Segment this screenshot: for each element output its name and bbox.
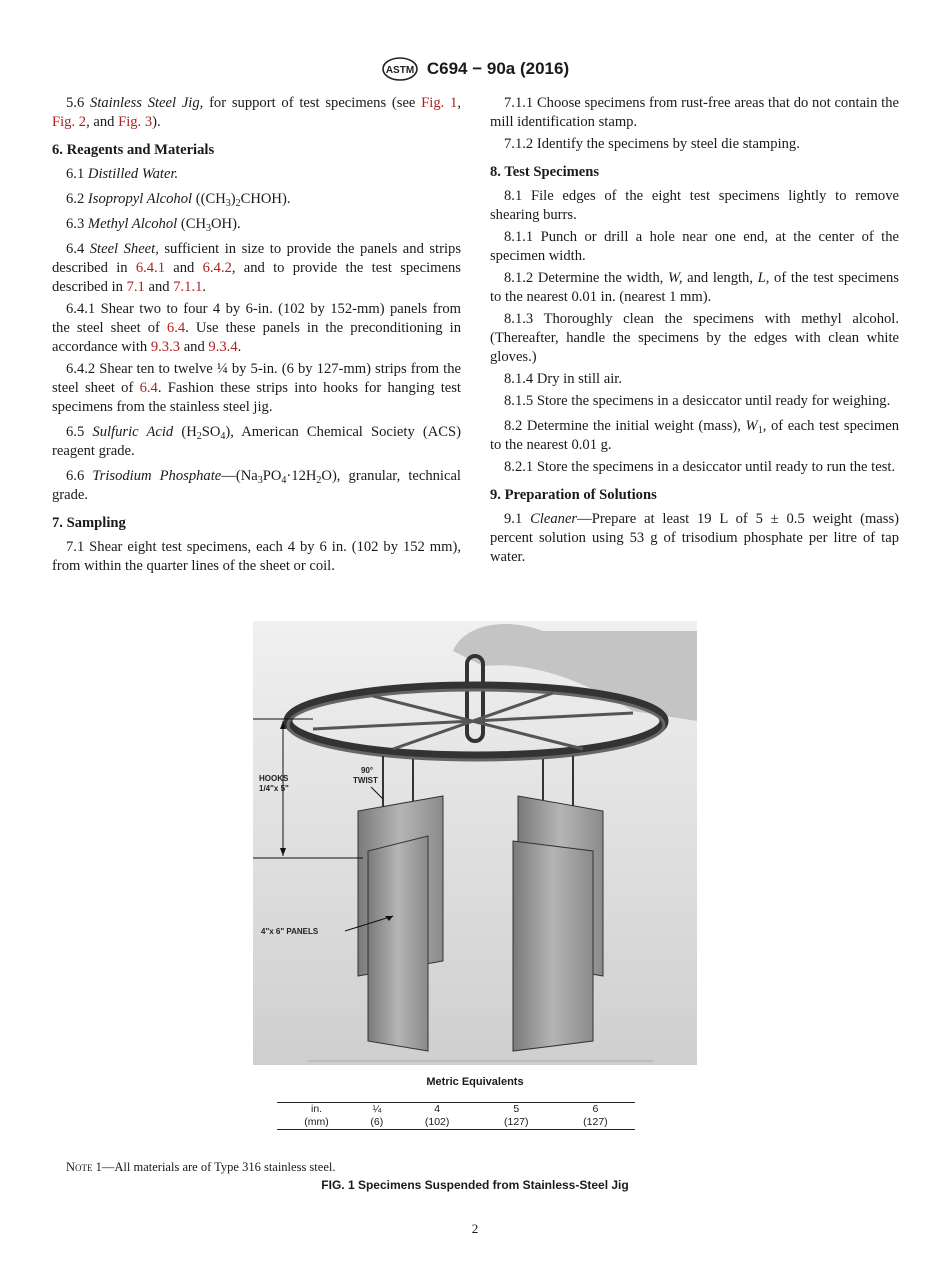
link-7-1-1[interactable]: 7.1.1 [173,279,203,295]
section-6-heading: 6. Reagents and Materials [52,142,215,158]
link-fig-2[interactable]: Fig. 2 [52,114,87,130]
link-6-4-1[interactable]: 6.4.1 [135,260,165,276]
logo-text: ASTM [385,65,415,76]
para-8-1-5: 8.1.5 Store the specimens in a desiccator until ready for weighing. [504,393,891,409]
para-7-1: 7.1 Shear eight test specimens, each 4 by 6 in. (102 by 152 mm), from within the quarter lines of the sheet or coil. [52,539,461,574]
para-9-1: 9.1 Cleaner—Prepare at least 19 L of 5 ± 0.5 weight (mass) percent solution using 53 g of trisodium phosphate per litre of tap water. [490,511,900,565]
table-cell: (6) [370,1116,384,1128]
label-twist-1: 90° [361,766,374,775]
link-fig-1[interactable]: Fig. 1 [421,95,458,111]
table-cell: 5 [513,1103,520,1115]
document-code: C694 − 90a (2016) [426,59,570,78]
metric-equivalents-table [277,1102,635,1130]
para-7-1-2: 7.1.2 Identify the specimens by steel die stamping. [504,136,800,152]
para-8-2-1: 8.2.1 Store the specimens in a desiccator until ready to run the test. [504,459,896,475]
para-6-1: 6.1 Distilled Water. [66,166,179,182]
link-6-4-2[interactable]: 6.4.2 [202,260,232,276]
section-7-heading: 7. Sampling [52,515,126,531]
para-7-1-1: 7.1.1 Choose specimens from rust-free areas that do not contain the mill identification stamp. [490,95,899,130]
link-6-4-b[interactable]: 6.4 [139,380,158,396]
right-column [490,94,899,570]
para-6-3: 6.3 Methyl Alcohol $(CH_3OH)$. [66,216,241,234]
para-6-2: 6.2 Isopropyl Alcohol $((CH_3)_2CHOH)$. [66,191,291,209]
para-8-2: 8.2 Determine the initial weight (mass), $W_1$, of each test specimen to the nearest 0.01 g. [490,418,899,453]
table-cell: (127) [504,1116,529,1128]
section-8-heading: 8. Test Specimens [490,164,600,180]
para-8-1-2: 8.1.2 Determine the width, W, and length, L, of the test specimens to the nearest 0.01 in. (nearest 1 mm). [490,270,899,305]
table-cell: 6 [592,1103,599,1115]
table-cell: (127) [583,1116,608,1128]
label-hooks-2: 1/4"x 5" [259,784,289,793]
table-cell: (102) [424,1116,450,1128]
link-7-1[interactable]: 7.1 [126,279,145,295]
page-number: 2 [471,1221,479,1236]
table-cell: ¼ [372,1103,382,1115]
table-row [277,1116,635,1130]
para-6-5: 6.5 Sulfuric Acid $(H_2SO_4)$, American Chemical Society (ACS) reagent grade. [52,424,461,459]
para-6-4: 6.4 Steel Sheet, sufficient in size to provide the panels and strips described in 6.4.1 and 6.4.2, and to provide the test specimens described in 7.1 and 7.1.1. [52,241,461,295]
link-9-3-3[interactable]: 9.3.3 [150,339,181,355]
para-5-6: 5.6 Stainless Steel Jig, for support of test specimens (see Fig. 1, Fig. 2, and Fig. 3). [52,95,462,130]
jig-illustration [253,621,697,1065]
section-9-heading: 9. Preparation of Solutions [490,487,657,503]
para-6-6: 6.6 Trisodium $Phosphate—(Na_3PO_4\cdot 12H_2O)$, granular, technical grade. [52,468,461,503]
astm-logo [381,56,419,82]
label-panels: 4"x 6" PANELS [261,927,319,936]
test-panel [368,836,428,1051]
para-8-1-4: 8.1.4 Dry in still air. [504,371,622,387]
para-6-4-1: 6.4.1 Shear two to four 4 by 6-in. (102 by 152-mm) panels from the steel sheet of 6.4. Use these panels in the preconditioning in accordance with 9.3.3 and 9.3.4. [52,301,461,355]
table-cell: 4 [434,1103,441,1115]
para-8-1-1: 8.1.1 Punch or drill a hole near one end, at the center of the specimen width. [490,229,899,264]
para-6-4-2: 6.4.2 Shear ten to twelve ¼ by 5-in. (6 by 127-mm) strips from the steel sheet of 6.4. Fashion these strips into hooks for hanging test specimens from the stainless steel jig. [52,361,461,415]
link-6-4[interactable]: 6.4 [166,320,186,336]
table-cell: (mm) [304,1116,329,1128]
figure-note: Note 1—All materials are of Type 316 stainless steel. [66,1160,336,1174]
label-hooks-1: HOOKS [259,774,289,783]
page-header [0,56,950,84]
figure-caption: FIG. 1 Specimens Suspended from Stainless-Steel Jig [321,1178,629,1192]
table-cell: in. [311,1103,323,1115]
link-9-3-4[interactable]: 9.3.4 [208,339,238,355]
link-fig-3[interactable]: Fig. 3 [118,114,153,130]
left-column [52,94,461,579]
para-8-1-3: 8.1.3 Thoroughly clean the specimens with methyl alcohol. (Thereafter, handle the specimens by the edges with clean white gloves.) [490,311,899,365]
metric-equivalents-title: Metric Equivalents [426,1076,524,1088]
label-twist-2: TWIST [353,776,378,785]
table-row [277,1103,635,1117]
para-8-1: 8.1 File edges of the eight test specimens lightly to remove shearing burrs. [490,188,899,223]
figure-1-photo [253,621,697,1065]
test-panel [513,841,593,1051]
